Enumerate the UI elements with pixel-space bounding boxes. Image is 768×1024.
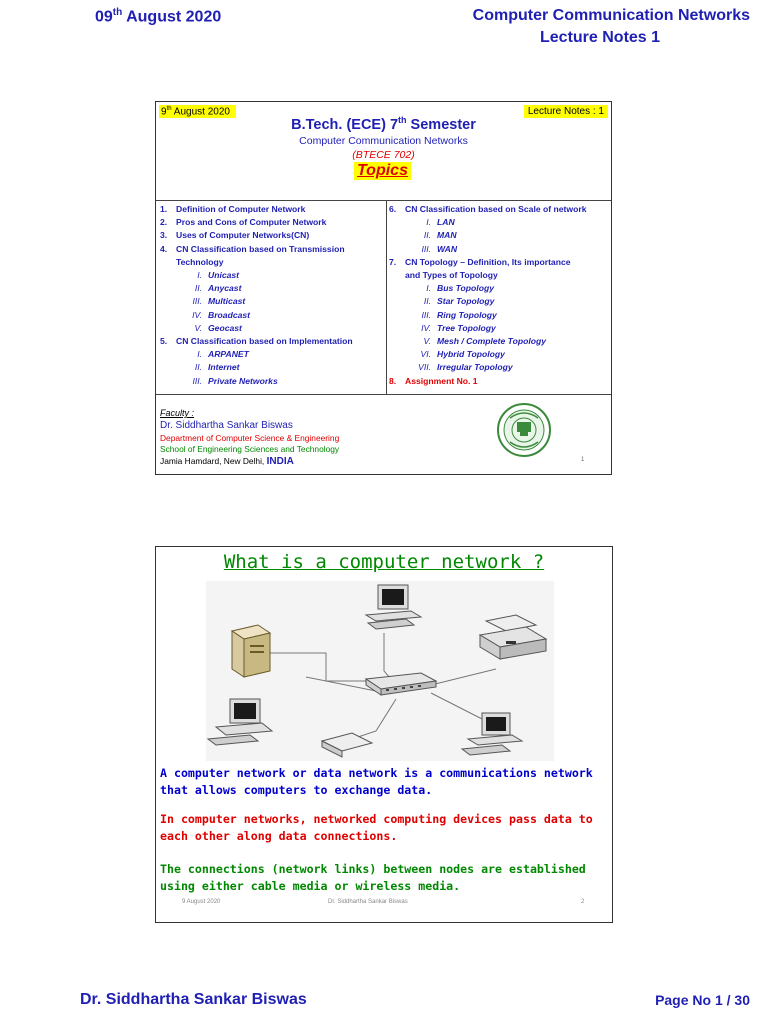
topic-text: CN Classification based on Implementation (176, 336, 353, 347)
slide2-paragraph-3: The connections (network links) between nodes are established using either cable media or wireless media. (160, 862, 586, 893)
topic-subitem-text: Private Networks (208, 375, 278, 386)
topic-item (160, 361, 386, 374)
topic-number: 5. (160, 336, 168, 347)
topic-subnumber: I. (197, 270, 202, 281)
topic-item (160, 243, 386, 256)
page-footer-author: Dr. Siddhartha Sankar Biswas (80, 991, 307, 1008)
topic-number: 2. (160, 217, 168, 228)
topic-subitem-text: Internet (208, 362, 240, 373)
topic-subitem-text: Tree Topology (437, 322, 496, 333)
topic-number: 4. (160, 243, 168, 254)
slide1-course-code: (BTECE 702) (352, 149, 415, 161)
slide2-footer-date: 9 August 2020 (182, 899, 221, 905)
school: School of Engineering Sciences and Technology (160, 444, 340, 454)
topic-subitem-text: Mesh / Complete Topology (437, 336, 547, 347)
slide1-number: 1 (581, 457, 585, 463)
university: Jamia Hamdard, New Delhi, INDIA (160, 456, 294, 467)
topic-subitem-text: Anycast (208, 283, 242, 294)
slide2-footer-author: Dr. Siddhartha Sankar Biswas (328, 899, 408, 905)
topic-number: 8. (389, 375, 397, 386)
page-header-date: 09th August 2020 (95, 7, 222, 26)
topic-item (389, 203, 611, 216)
slide1-course: Computer Communication Networks (299, 135, 468, 147)
topic-item (389, 348, 611, 361)
topic-item (160, 375, 386, 388)
slide1-topics-title: Topics (354, 162, 411, 180)
topic-item (389, 335, 611, 348)
topic-subnumber: III. (192, 296, 202, 307)
topic-subnumber: II. (194, 362, 202, 373)
topic-subitem-text: ARPANET (208, 349, 249, 360)
page-header-notes: Lecture Notes 1 (540, 29, 661, 46)
topic-text: CN Classification based on Transmission (176, 243, 345, 254)
slide-2 (155, 546, 613, 923)
slide1-date: 9th August 2020 (159, 105, 236, 118)
topic-subitem-text: WAN (437, 243, 458, 254)
faculty-label: Faculty : (160, 408, 195, 418)
topic-item (389, 295, 611, 308)
topic-subitem-text: Geocast (208, 322, 242, 333)
topic-item (389, 269, 611, 282)
page-header-course: Computer Communication Networks (472, 7, 750, 24)
topic-subnumber: II. (423, 296, 431, 307)
network-diagram-illustration (206, 581, 554, 761)
topic-item (160, 348, 386, 361)
topic-subnumber: I. (426, 283, 431, 294)
topic-subnumber: V. (194, 322, 202, 333)
topic-item (160, 256, 386, 269)
topic-subitem-text: Multicast (208, 296, 246, 307)
topic-subnumber: VI. (420, 349, 431, 360)
topic-subnumber: II. (194, 283, 202, 294)
topic-item (160, 269, 386, 282)
topic-item (160, 322, 386, 335)
topic-text: CN Classification based on Scale of network (405, 204, 587, 214)
topic-text: and Types of Topology (405, 270, 498, 281)
topic-item (389, 229, 611, 242)
topic-item (160, 229, 386, 242)
topic-text: Pros and Cons of Computer Network (176, 217, 327, 228)
topic-item (389, 309, 611, 322)
topic-subitem-text: MAN (437, 230, 457, 241)
slide1-right-topics (389, 203, 611, 388)
topic-item (160, 203, 386, 216)
topic-subnumber: III. (192, 375, 202, 386)
topic-item (160, 282, 386, 295)
topic-subnumber: IV. (192, 309, 202, 320)
topic-text: Uses of Computer Networks(CN) (176, 230, 310, 241)
server-tower-icon (232, 625, 270, 677)
topic-item (160, 216, 386, 229)
department: Department of Computer Science & Engineering (160, 433, 340, 443)
topic-item (389, 322, 611, 335)
slide1-left-topics (160, 203, 386, 388)
slide-1 (155, 101, 612, 475)
topic-item (389, 375, 611, 388)
topic-item (389, 216, 611, 229)
topic-subitem-text: LAN (437, 217, 455, 228)
topic-item (389, 361, 611, 374)
topic-subitem-text: Hybrid Topology (437, 349, 505, 360)
slide1-divider-vertical (386, 200, 387, 394)
slide2-footer-page: 2 (581, 899, 585, 905)
slide1-divider-bottom (156, 394, 611, 395)
topic-item (389, 243, 611, 256)
faculty-name: Dr. Siddhartha Sankar Biswas (160, 420, 293, 431)
topic-subitem-text: Ring Topology (437, 309, 497, 320)
topic-number: 6. (389, 204, 397, 214)
page-footer-page-number: Page No 1 / 30 (655, 992, 750, 1008)
topic-subnumber: I. (197, 349, 202, 360)
slide2-title: What is a computer network ? (223, 551, 545, 573)
topic-subnumber: IV. (421, 322, 431, 333)
topic-subitem-text: Bus Topology (437, 283, 494, 294)
topic-number: 3. (160, 230, 168, 241)
topic-number: 1. (160, 204, 168, 214)
slide2-paragraph-2: In computer networks, networked computing devices pass data to each other along data connections. (160, 812, 593, 843)
topic-subnumber: III. (421, 309, 431, 320)
topic-text: CN Topology – Definition, Its importance (405, 256, 571, 267)
topic-subnumber: V. (423, 336, 431, 347)
topic-item (160, 335, 386, 348)
topic-subitem-text: Star Topology (437, 296, 495, 307)
topic-subnumber: VII. (418, 362, 431, 373)
topic-item (389, 256, 611, 269)
topic-text: Definition of Computer Network (176, 204, 306, 214)
topic-text: Assignment No. 1 (405, 375, 478, 386)
slide1-program: B.Tech. (ECE) 7th Semester (291, 115, 476, 133)
slide2-paragraph-1: A computer network or data network is a communications network that allows computers to exchange data. (160, 766, 593, 797)
topic-item (389, 282, 611, 295)
topic-item (160, 295, 386, 308)
university-seal-logo (496, 402, 552, 458)
topic-subnumber: II. (423, 230, 431, 241)
topic-text: Technology (176, 256, 224, 267)
topic-subitem-text: Irregular Topology (437, 362, 513, 373)
slide1-divider-top (156, 200, 611, 201)
topic-subitem-text: Broadcast (208, 309, 251, 320)
topic-item (160, 309, 386, 322)
topic-subnumber: I. (426, 217, 431, 228)
topic-subnumber: III. (421, 243, 431, 254)
topic-number: 7. (389, 256, 397, 267)
slide1-lecture-notes: Lecture Notes : 1 (524, 105, 608, 118)
topic-subitem-text: Unicast (208, 270, 240, 281)
